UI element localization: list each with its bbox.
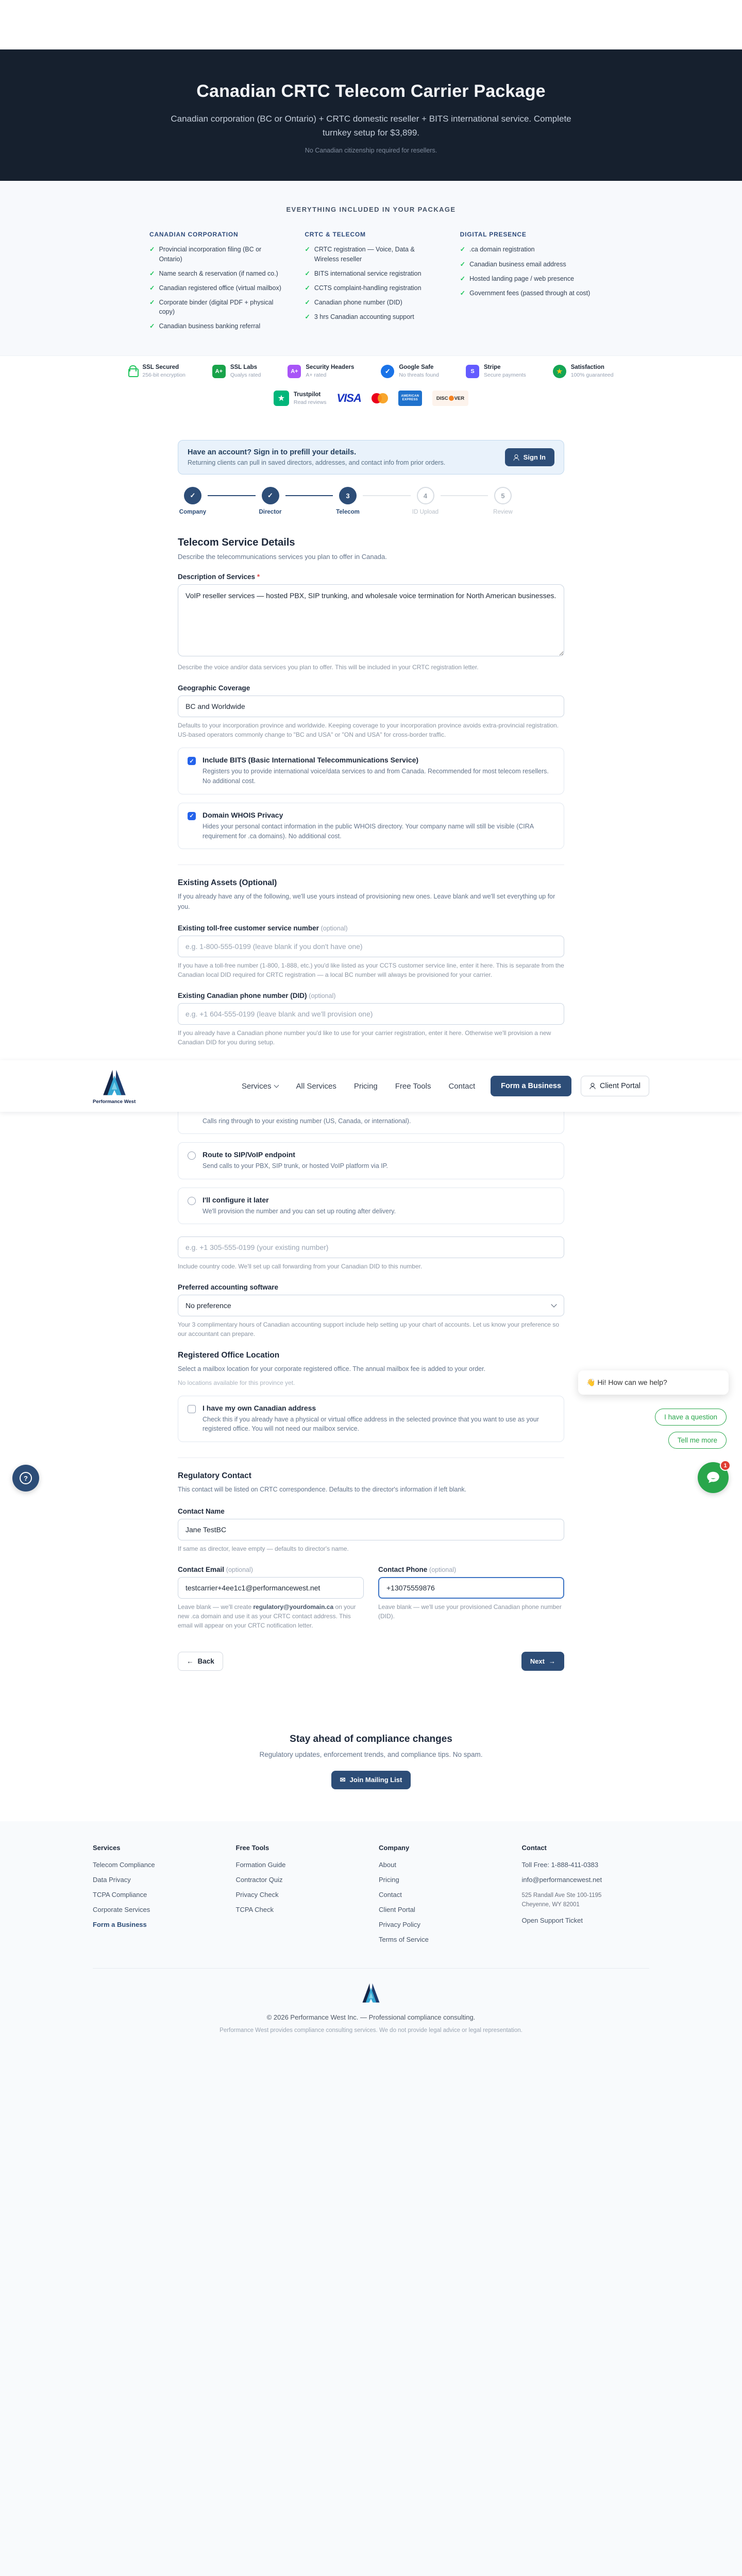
contact-name-group [178, 1507, 564, 1553]
list-item: ✓ .ca domain registration [460, 245, 593, 254]
checkbox-checked-icon[interactable]: ✓ [188, 757, 196, 765]
step-connector [208, 495, 256, 496]
nav-services[interactable]: Services [242, 1082, 279, 1091]
step-connector [285, 495, 333, 496]
person-icon [514, 454, 519, 461]
footer-email[interactable]: info@performancewest.net [522, 1876, 650, 1884]
check-icon: ✓ [460, 289, 465, 298]
star-icon: ★ [553, 365, 566, 378]
envelope-icon: ✉ [340, 1776, 346, 1784]
footer-link-tcpa-check[interactable]: TCPA Check [236, 1906, 364, 1913]
step-review[interactable]: 5 Review [488, 487, 518, 515]
trustpilot-star-icon: ★ [274, 391, 289, 406]
list-item: ✓ Provincial incorporation filing (BC or Ontario) [149, 245, 282, 263]
footer-link-contractor-quiz[interactable]: Contractor Quiz [236, 1876, 364, 1884]
included-column-corporation [149, 231, 282, 336]
contact-email-input[interactable] [178, 1577, 364, 1599]
check-icon: ✓ [460, 260, 465, 269]
chevron-down-icon [274, 1083, 279, 1088]
accounting-select[interactable]: No preference [178, 1295, 564, 1316]
included-heading: EVERYTHING INCLUDED IN YOUR PACKAGE [0, 206, 742, 213]
contact-name-hint: If same as director, leave empty — defaults to director's name. [178, 1544, 564, 1553]
geo-input[interactable] [178, 696, 564, 717]
step-check-icon: ✓ [184, 487, 201, 504]
brand-name: Performance West [93, 1099, 136, 1105]
footer-col-services: Services Telecom Compliance Data Privacy TCPA Compliance Corporate Services Form a Business [93, 1844, 221, 1951]
bits-desc: Registers you to provide international voice/data services to and from Canada. Recommended for most telecom resellers. No additional cost. [203, 767, 554, 786]
footer-link-tcpa-compliance[interactable]: TCPA Compliance [93, 1891, 221, 1899]
check-icon: ✓ [460, 274, 465, 283]
own-address-desc: Check this if you already have a physical or virtual office address in the selected province that you want to use as your registered office. You will not need our mailbox service. [203, 1415, 554, 1434]
forward-option-card-clipped[interactable] [178, 1112, 564, 1134]
whois-checkbox-card[interactable] [178, 803, 564, 850]
forward-number-hint: Include country code. We'll set up call forwarding from your Canadian DID to this number. [178, 1262, 564, 1271]
footer [0, 1821, 742, 2576]
stripe-icon: S [466, 365, 479, 378]
description-field-group [178, 573, 564, 672]
person-icon [589, 1083, 595, 1089]
footer-address: 525 Randall Ave Ste 100-1195 Cheyenne, WY 82001 [522, 1891, 650, 1910]
next-button[interactable]: Next → [521, 1652, 564, 1671]
footer-link-privacy-check[interactable]: Privacy Check [236, 1891, 364, 1899]
join-mailing-list-button[interactable]: ✉ Join Mailing List [331, 1771, 411, 1789]
arrow-right-icon: → [549, 1657, 555, 1665]
badge-security-headers: A+ Security Headers A+ rated [288, 364, 354, 378]
footer-link-terms[interactable]: Terms of Service [379, 1936, 507, 1943]
list-item: ✓ CRTC registration — Voice, Data & Wireless reseller [305, 245, 437, 263]
office-empty-note: No locations available for this province yet. [178, 1378, 564, 1387]
list-item: ✓ CCTS complaint-handling registration [305, 283, 437, 293]
discover-dot-icon [449, 396, 454, 401]
own-address-title: I have my own Canadian address [203, 1404, 554, 1412]
sticky-navbar [0, 1060, 742, 1112]
accounting-hint: Your 3 complimentary hours of Canadian accounting support include help setting up your chart of accounts. Let us know your preference so our accountant can prepare. [178, 1320, 564, 1338]
shield-check-icon: ✓ [381, 365, 394, 378]
office-heading: Registered Office Location [178, 1351, 564, 1360]
geo-label: Geographic Coverage [178, 684, 564, 692]
badge-ssl-labs: A+ SSL Labs Qualys rated [212, 364, 261, 378]
geo-field-group [178, 684, 564, 739]
contact-phone-input[interactable] [378, 1577, 564, 1599]
footer-copyright: © 2026 Performance West Inc. — Professional compliance consulting. [0, 2013, 742, 2021]
step-telecom[interactable]: 3 Telecom [333, 487, 363, 515]
step-director[interactable]: ✓ Director [256, 487, 285, 515]
checkbox-unchecked-icon[interactable] [188, 1405, 196, 1413]
contact-name-label: Contact Name [178, 1507, 564, 1515]
mailing-section [0, 1704, 742, 1821]
bits-title: Include BITS (Basic International Telecommunications Service) [203, 756, 554, 764]
chat-option-question[interactable]: I have a question [655, 1409, 727, 1426]
main-content [0, 416, 742, 1703]
forward-desc: Calls ring through to your existing number (US, Canada, or international). [203, 1116, 411, 1126]
check-icon: ✓ [149, 321, 155, 331]
form-a-business-button[interactable]: Form a Business [491, 1076, 571, 1096]
nav-free-tools[interactable]: Free Tools [395, 1082, 431, 1091]
form-subheading: Describe the telecommunications services you plan to offer in Canada. [178, 553, 564, 561]
radio-icon[interactable] [188, 1197, 196, 1205]
footer-link-pricing[interactable]: Pricing [379, 1876, 507, 1884]
ssl-labs-icon: A+ [212, 365, 226, 378]
list-item: ✓ Canadian business email address [460, 260, 593, 269]
hero-note: No Canadian citizenship required for resellers. [12, 147, 730, 154]
regulatory-heading: Regulatory Contact [178, 1471, 564, 1481]
footer-disclaimer: Performance West provides compliance consulting services. We do not provide legal advice or legal representation. [0, 2027, 742, 2033]
column-title: DIGITAL PRESENCE [460, 231, 593, 238]
contact-email-group [178, 1566, 364, 1630]
signin-banner [178, 440, 564, 474]
list-item: ✓ Name search & reservation (if named co.) [149, 269, 282, 278]
list-item: ✓ Government fees (passed through at cost) [460, 289, 593, 298]
hero-section [0, 49, 742, 181]
later-title: I'll configure it later [203, 1196, 396, 1204]
existing-assets-heading: Existing Assets (Optional) [178, 878, 564, 888]
badge-stripe: S Stripe Secure payments [466, 364, 526, 378]
wave-emoji-icon: 👋 [586, 1378, 595, 1386]
description-hint: Describe the voice and/or data services you plan to offer. This will be included in your CRTC registration letter. [178, 663, 564, 672]
bits-checkbox-card[interactable] [178, 748, 564, 794]
included-column-digital [460, 231, 593, 336]
step-number: 5 [494, 487, 512, 504]
footer-link-form-a-business[interactable]: Form a Business [93, 1921, 221, 1928]
tollfree-input[interactable] [178, 936, 564, 957]
check-icon: ✓ [149, 269, 155, 278]
mastercard-logo [372, 393, 388, 403]
chat-launcher-button[interactable] [698, 1462, 729, 1493]
own-address-checkbox-card[interactable] [178, 1396, 564, 1443]
check-icon: ✓ [149, 298, 155, 316]
form-heading: Telecom Service Details [178, 537, 564, 549]
forward-number-input[interactable] [178, 1236, 564, 1258]
accounting-label: Preferred accounting software [178, 1283, 564, 1291]
whois-desc: Hides your personal contact information in the public WHOIS directory. Your company name will still be visible (CIRA requirement for .ca domains). No additional cost. [203, 822, 554, 841]
geo-hint: Defaults to your incorporation province and worldwide. Keeping coverage to your incorporation province avoids extra-provincial registration. US-based operators commonly change to "BC and USA" or "ON and USA" for cross-border traffic. [178, 721, 564, 739]
footer-logo-icon [360, 1982, 382, 2005]
check-icon: ✓ [305, 245, 310, 263]
footer-col-company: Company About Pricing Contact Client Portal Privacy Policy Terms of Service [379, 1844, 507, 1951]
list-item: ✓ 3 hrs Canadian accounting support [305, 312, 437, 321]
visa-logo: VISA [337, 392, 361, 405]
step-number: 4 [417, 487, 434, 504]
checkbox-checked-icon[interactable]: ✓ [188, 812, 196, 820]
tollfree-label: Existing toll-free customer service number (optional) [178, 924, 564, 932]
client-portal-button[interactable]: Client Portal [581, 1076, 649, 1096]
signin-title: Have an account? Sign in to prefill your details. [188, 448, 445, 456]
list-item: ✓ Canadian registered office (virtual mailbox) [149, 283, 282, 293]
check-icon: ✓ [305, 298, 310, 307]
list-item: ✓ BITS international service registration [305, 269, 437, 278]
later-desc: We'll provision the number and you can set up routing after delivery. [203, 1207, 396, 1216]
progress-steps [178, 487, 518, 515]
footer-link-client-portal[interactable]: Client Portal [379, 1906, 507, 1913]
step-number: 3 [339, 487, 357, 504]
did-hint: If you already have a Canadian phone number you'd like to use for your carrier registration, enter it here. Otherwise we'll provision a new Canadian DID for you during setup. [178, 1028, 564, 1047]
lock-icon [128, 365, 138, 377]
office-section [178, 1351, 564, 1387]
footer-link-privacy-policy[interactable]: Privacy Policy [379, 1921, 507, 1928]
help-button[interactable] [12, 1465, 39, 1492]
chat-option-tell-more[interactable]: Tell me more [668, 1432, 727, 1449]
nav-contact[interactable]: Contact [448, 1082, 475, 1091]
page-title: Canadian CRTC Telecom Carrier Package [12, 81, 730, 101]
mountain-logo-icon [99, 1068, 129, 1098]
footer-link-about[interactable]: About [379, 1861, 507, 1869]
tollfree-field-group [178, 924, 564, 979]
forward-number-group [178, 1236, 564, 1271]
nav-all-services[interactable]: All Services [296, 1082, 336, 1091]
footer-link-data-privacy[interactable]: Data Privacy [93, 1876, 221, 1884]
column-title: CANADIAN CORPORATION [149, 231, 282, 238]
sign-in-button[interactable]: Sign In [505, 448, 554, 466]
top-spacer [0, 0, 742, 49]
did-input[interactable] [178, 1003, 564, 1025]
chat-unread-badge: 1 [720, 1460, 731, 1471]
badge-ssl-secured: SSL Secured 256-bit encryption [128, 364, 185, 378]
existing-assets-desc: If you already have any of the following, we'll use yours instead of provisioning new ones. Leave blank and we'll set everything up for you. [178, 892, 564, 912]
list-item: ✓ Corporate binder (digital PDF + physical copy) [149, 298, 282, 316]
contact-phone-hint: Leave blank — we'll use your provisioned Canadian phone number (DID). [378, 1602, 564, 1621]
check-icon: ✓ [149, 283, 155, 293]
hero-subtitle: Canadian corporation (BC or Ontario) + CRTC domestic reseller + BITS international service. Complete turnkey setup for $3,899. [170, 112, 572, 140]
footer-link-corporate-services[interactable]: Corporate Services [93, 1906, 221, 1913]
included-section [0, 181, 742, 355]
required-asterisk: * [257, 573, 260, 581]
regulatory-desc: This contact will be listed on CRTC correspondence. Defaults to the director's information if left blank. [178, 1485, 564, 1495]
footer-link-formation-guide[interactable]: Formation Guide [236, 1861, 364, 1869]
step-company[interactable]: ✓ Company [178, 487, 208, 515]
nav-pricing[interactable]: Pricing [354, 1082, 378, 1091]
sip-option-card[interactable] [178, 1142, 564, 1179]
arrow-left-icon: ← [187, 1657, 194, 1665]
signin-subtitle: Returning clients can pull in saved directors, addresses, and contact info from prior orders. [188, 459, 445, 466]
check-icon: ✓ [305, 312, 310, 321]
included-column-telecom [305, 231, 437, 336]
amex-logo: AMERICAN EXPRESS [398, 391, 422, 406]
back-button[interactable]: ← Back [178, 1652, 223, 1671]
contact-email-hint: Leave blank — we'll create regulatory@yourdomain.ca on your new .ca domain and use it as your CRTC contact address. This email will appear on your CRTC notification letter. [178, 1602, 364, 1630]
footer-col-contact: Contact Toll Free: 1-888-411-0383 info@performancewest.net 525 Randall Ave Ste 100-1195 Cheyenne, WY 82001 Open Support Ticket [522, 1844, 650, 1951]
accounting-field-group [178, 1283, 564, 1338]
contact-phone-group [378, 1566, 564, 1630]
brand-logo[interactable] [93, 1068, 136, 1105]
contact-email-label: Contact Email (optional) [178, 1566, 364, 1573]
badge-trustpilot[interactable]: ★ Trustpilot Read reviews [274, 391, 327, 406]
question-mark-icon: ? [20, 1472, 32, 1484]
step-check-icon: ✓ [262, 487, 279, 504]
mailing-sub: Regulatory updates, enforcement trends, and compliance tips. No spam. [0, 1751, 742, 1758]
footer-link-contact[interactable]: Contact [379, 1891, 507, 1899]
did-field-group [178, 992, 564, 1047]
contact-phone-label: Contact Phone (optional) [378, 1566, 564, 1573]
whois-title: Domain WHOIS Privacy [203, 811, 554, 819]
chat-greeting-bubble: 👋 Hi! How can we help? [578, 1370, 729, 1395]
step-connector [363, 495, 411, 496]
list-item: ✓ Hosted landing page / web presence [460, 274, 593, 283]
discover-logo: DISC VER [432, 391, 468, 406]
sip-title: Route to SIP/VoIP endpoint [203, 1150, 388, 1159]
column-title: CRTC & TELECOM [305, 231, 437, 238]
list-item: ✓ Canadian business banking referral [149, 321, 282, 331]
footer-support-ticket[interactable]: Open Support Ticket [522, 1917, 650, 1924]
chat-bubble-icon [705, 1470, 721, 1485]
check-icon: ✓ [305, 269, 310, 278]
later-option-card[interactable] [178, 1188, 564, 1225]
mailing-heading: Stay ahead of compliance changes [0, 1734, 742, 1745]
footer-link-telecom-compliance[interactable]: Telecom Compliance [93, 1861, 221, 1869]
tollfree-hint: If you have a toll-free number (1-800, 1-888, etc.) you'd like listed as your CCTS customer service line, enter it here. This is separate from the Canadian local DID required for CRTC registration — a local BC number will always be provisioned for your carrier. [178, 961, 564, 979]
sip-desc: Send calls to your PBX, SIP trunk, or hosted VoIP platform via IP. [203, 1161, 388, 1171]
security-headers-icon: A+ [288, 365, 301, 378]
did-label: Existing Canadian phone number (DID) (optional) [178, 992, 564, 999]
badge-satisfaction: ★ Satisfaction 100% guaranteed [553, 364, 614, 378]
form-actions [178, 1652, 564, 1704]
office-desc: Select a mailbox location for your corporate registered office. The annual mailbox fee is added to your order. [178, 1364, 564, 1374]
footer-col-free-tools: Free Tools Formation Guide Contractor Quiz Privacy Check TCPA Check [236, 1844, 364, 1951]
check-icon: ✓ [305, 283, 310, 293]
radio-icon[interactable] [188, 1151, 196, 1160]
badge-google-safe: ✓ Google Safe No threats found [381, 364, 439, 378]
check-icon: ✓ [149, 245, 155, 263]
contact-name-input[interactable] [178, 1519, 564, 1540]
footer-phone[interactable]: Toll Free: 1-888-411-0383 [522, 1861, 650, 1869]
check-icon: ✓ [460, 245, 465, 254]
step-connector [441, 495, 488, 496]
description-label: Description of Services * [178, 573, 564, 581]
trust-strip [0, 355, 742, 416]
description-textarea[interactable] [178, 584, 564, 656]
step-id-upload[interactable]: 4 ID Upload [411, 487, 441, 515]
list-item: ✓ Canadian phone number (DID) [305, 298, 437, 307]
